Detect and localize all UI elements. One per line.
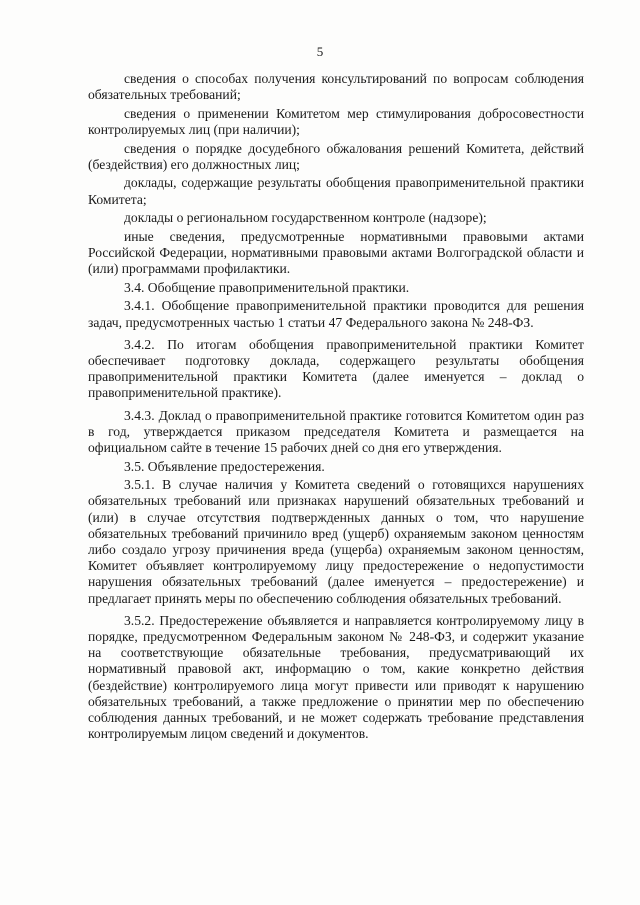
page-number: 5 [316, 44, 324, 59]
paragraph-3-4-3: 3.4.3. Доклад о правоприменительной практике готовится Комитетом один раз в год, утверждается приказом председателя Комитета и размещается на официальном сайте в течение 15 рабочих дней со дня его утверждения. [88, 407, 584, 455]
paragraph-practice-reports: доклады, содержащие результаты обобщения правоприменительной практики Комитета; [88, 175, 584, 207]
paragraph-other-info: иные сведения, предусмотренные нормативными правовыми актами Российской Федерации, нормативными правовыми актами Волгоградской области и (или) программами профилактики. [88, 228, 584, 277]
paragraph-3-4-1: 3.4.1. Обобщение правоприменительной практики проводится для решения задач, предусмотренных частью 1 статьи 47 Федерального закона № 248-ФЗ. [88, 298, 584, 330]
document-body [88, 71, 584, 745]
paragraph-consultation-info: сведения о способах получения консультирований по вопросам соблюдения обязательных требований; [88, 71, 584, 103]
paragraph-appeal-procedure: сведения о порядке досудебного обжалования решений Комитета, действий (бездействия) его должностных лиц; [88, 140, 584, 172]
paragraph-3-5-1: 3.5.1. В случае наличия у Комитета сведений о готовящихся нарушениях обязательных требований или признаках нарушений обязательных требований и (или) в случае отсутствия подтвержденных данных о том, что нарушение обязательных требований причинило вред (ущерб) охраняемым законом ценностям либо создало угрозу причинения вреда (ущерба) охраняемым законом ценностям, Комитет объявляет контролируемому лицу предостережение о недопустимости нарушения обязательных требований (далее именуется – предостережение) и предлагает принять меры по обеспечению соблюдения обязательных требований. [88, 477, 584, 606]
paragraph-control-reports: доклады о региональном государственном контроле (надзоре); [124, 210, 487, 226]
paragraph-3-5-2: 3.5.2. Предостережение объявляется и направляется контролируемому лицу в порядке, предусмотренном Федеральным законом № 248-ФЗ, и содержит указание на соответствующие обязательные требования, предусматривающий их нормативный правовой акт, информацию о том, какие конкретно действия (бездействие) контролируемого лица могут привести или приводят к нарушению обязательных требований, а также предложение о принятии мер по обеспечению соблюдения данных требований, и не может содержать требование представления контролируемым лицом сведений и документов. [88, 612, 584, 742]
paragraph-stimulation-measures: сведения о применении Комитетом мер стимулирования добросовестности контролируемых лиц (при наличии); [88, 105, 584, 137]
section-heading-3-5: 3.5. Объявление предостережения. [124, 458, 325, 474]
paragraph-3-4-2: 3.4.2. По итогам обобщения правоприменительной практики Комитет обеспечивает подготовку доклада, содержащего результаты обобщения правоприменительной практики Комитета (далее именуется – доклад о правоприменительной практике). [88, 336, 584, 401]
section-heading-3-4: 3.4. Обобщение правоприменительной практики. [124, 279, 410, 295]
